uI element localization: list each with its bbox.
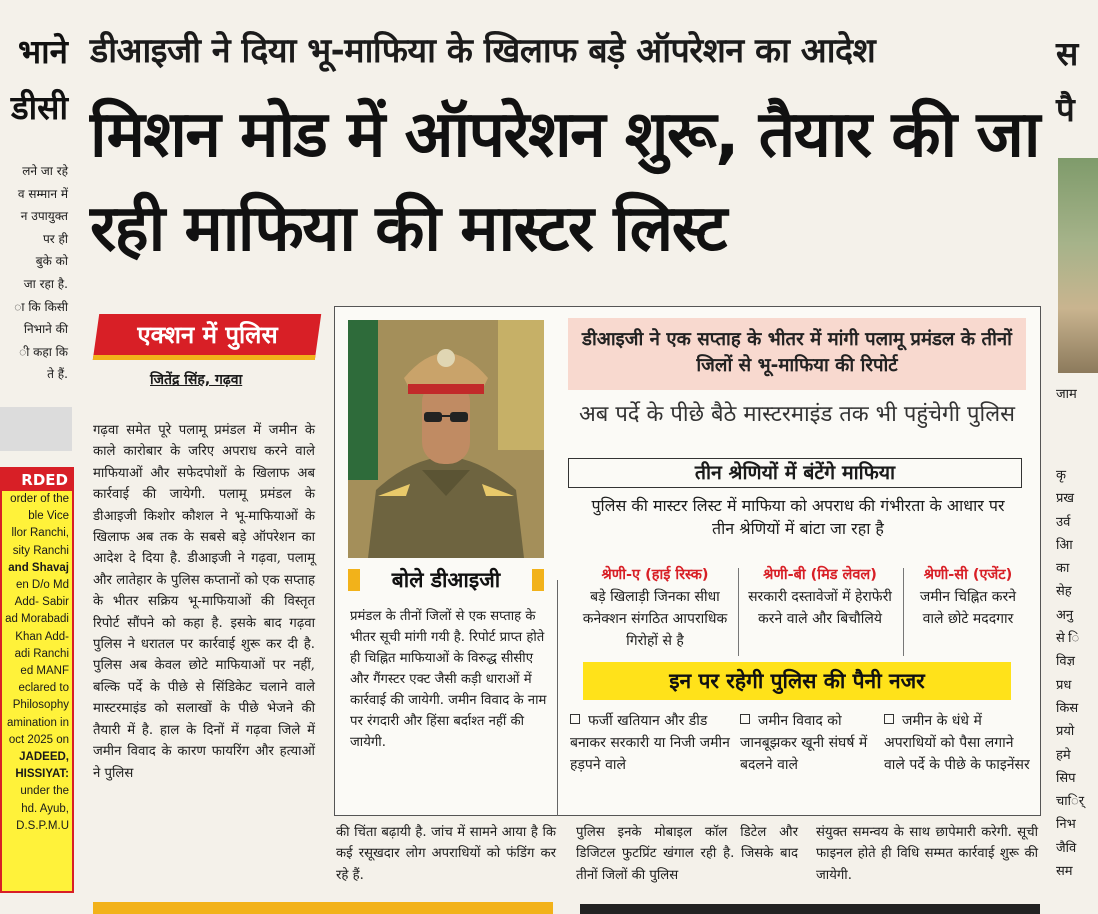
category-divider <box>738 568 739 656</box>
recorded-line: JADEED, <box>19 751 69 764</box>
right-line: जैवि <box>1056 840 1077 856</box>
recorded-line: under the <box>20 785 69 798</box>
right-headline-fragment-2: पै <box>1056 90 1075 129</box>
left-line: लने जा रहे <box>22 164 68 178</box>
category-c-desc: जमीन चिह्नित करने वाले छोटे मददगार <box>919 589 1017 627</box>
category-a-name: श्रेणी-ए (हाई रिस्क) <box>601 567 709 583</box>
category-divider <box>903 568 904 656</box>
left-headline-fragment-2: डीसी <box>10 88 68 127</box>
recorded-line: ad Morabadi <box>5 613 69 626</box>
right-caption-fragment: जाम <box>1056 387 1077 402</box>
bottom-headline-fragment <box>580 904 1040 914</box>
recorded-line: Khan Add- <box>15 630 69 643</box>
right-line: प्रध <box>1056 677 1072 693</box>
recorded-line: en D/o Md <box>15 579 69 592</box>
recorded-line: Philosophy <box>12 699 69 712</box>
right-line: विज्ञ <box>1056 654 1075 670</box>
recorded-line: sity Ranchi <box>12 544 69 557</box>
box-headline: डीआइजी ने एक सप्ताह के भीतर में मांगी पलामू प्रमंडल के तीनों जिलों से भू-माफिया की रिपोर्ट <box>568 318 1026 390</box>
right-line: प्रयो <box>1056 724 1075 740</box>
recorded-line: ed MANF <box>20 665 69 678</box>
category-b-name: श्रेणी-बी (मिड लेवल) <box>763 567 877 583</box>
right-line: आि <box>1056 537 1073 553</box>
category-c <box>908 564 1028 630</box>
categories-title: तीन श्रेणियों में बंटेंगे माफिया <box>568 458 1022 488</box>
right-photo-fragment <box>1058 158 1098 373</box>
category-b-desc: सरकारी दस्तावेजों में हेराफेरी करने वाले और बिचौलिये <box>748 589 892 627</box>
recorded-line: amination in <box>6 716 69 729</box>
recorded-line: adi Ranchi <box>14 647 69 660</box>
right-neighbor-article <box>1050 0 1085 914</box>
right-line: से ि <box>1056 631 1080 647</box>
watch-title: इन पर रहेगी पुलिस की पैनी नजर <box>583 662 1011 700</box>
category-b <box>744 564 896 630</box>
right-line: सम <box>1056 864 1073 880</box>
dig-quote: प्रमंडल के तीनों जिलों से एक सप्ताह के भीतर सूची मांगी गयी है. रिपोर्ट प्राप्त होते ही चिह्नित माफियाओं के विरुद्ध सीसीए और गैंगस्टर एक्ट जैसी कड़ी धाराओं में कार्रवाई की जायेगी. जमीन विवाद के नाम पर रंगदारी और हिंसा बर्दाश्त नहीं की जायेगी. <box>350 609 547 750</box>
recorded-body <box>2 491 72 835</box>
category-c-name: श्रेणी-सी (एजेंट) <box>923 567 1013 583</box>
dig-label-bar <box>348 562 544 598</box>
recorded-line: order of the <box>10 493 69 505</box>
checkbox-icon <box>570 714 580 724</box>
dig-photo <box>348 320 544 558</box>
right-line: कृ <box>1056 468 1066 483</box>
recorded-line: llor Ranchi, <box>11 527 69 540</box>
right-line: हमे <box>1056 747 1071 763</box>
category-a <box>580 564 730 652</box>
watch-item-3 <box>884 710 1032 776</box>
right-line: उर्व <box>1056 514 1071 530</box>
article-kicker: डीआइजी ने दिया भू-माफिया के खिलाफ बड़े ऑपरेशन का आदेश <box>90 31 876 71</box>
left-headline-fragment-1: भाने <box>17 32 68 71</box>
right-text-fragments <box>1056 464 1084 883</box>
right-line: निभ <box>1056 817 1076 833</box>
body-continuation-3: संयुक्त समन्वय के साथ छापेमारी करेगी. सूची फाइनल होते ही विधि सम्मत कार्रवाई शुरू की जायेगी. <box>816 825 1038 883</box>
watch-item-2 <box>740 710 870 776</box>
recorded-line: HISSIYAT: <box>15 768 69 781</box>
body-continuation-2: पुलिस इनके मोबाइल कॉल डिटेल और डिजिटल फुटप्रिंट खंगाल रही है. जिसके बाद तीनों जिलों की पुलिस <box>576 825 798 883</box>
checkbox-icon <box>740 714 750 724</box>
byline: जितेंद्र सिंह, गढ़वा <box>150 372 243 388</box>
bottom-accent-rule <box>93 902 553 914</box>
left-line: निभाने की <box>23 322 68 337</box>
recorded-line: eclared to <box>18 682 69 695</box>
gray-divider-band <box>0 407 72 451</box>
categories-description: पुलिस की मास्टर लिस्ट में माफिया को अपराध की गंभीरता के आधार पर तीन श्रेणियों में बांटा जा रहा है <box>591 496 1005 538</box>
left-line: पर ही <box>42 231 68 246</box>
recorded-line: D.S.P.M.U <box>16 819 69 832</box>
right-line: प्रख <box>1056 491 1075 507</box>
box-divider <box>557 580 558 816</box>
box-subheadline: अब पर्दे के पीछे बैठे मास्टरमाइंड तक भी पहुंचेगी पुलिस <box>578 402 1016 427</box>
recorded-line: ble Vice <box>28 510 69 523</box>
watch-item-2-text: जमीन विवाद को जानबूझकर खूनी संघर्ष में बदलने वाले <box>740 713 868 773</box>
left-line: ते हैं. <box>47 367 68 382</box>
dig-label: बोले डीआइजी <box>391 568 501 592</box>
left-text-fragments <box>0 160 68 386</box>
right-line: चार्ि <box>1056 794 1085 810</box>
recorded-title: RDED <box>2 469 72 491</box>
section-tag-label: एक्शन में पुलिस <box>137 321 278 349</box>
left-line: ा कि किसी <box>14 299 68 314</box>
left-line: बुके को <box>35 254 68 269</box>
recorded-line: hd. Ayub, <box>21 802 69 815</box>
left-line: ी कहा कि <box>19 344 68 359</box>
article-headline: मिशन मोड में ऑपरेशन शुरू, तैयार की जा रही माफिया की मास्टर लिस्ट <box>90 98 1039 266</box>
label-accent-right <box>532 569 544 591</box>
left-line: न उपायुक्त <box>20 209 68 224</box>
right-headline-fragment-1: स <box>1056 34 1079 73</box>
left-line: व सम्मान में <box>17 186 68 201</box>
left-line: जा रहा है. <box>23 276 68 291</box>
right-line: का <box>1056 561 1070 577</box>
checkbox-icon <box>884 714 894 724</box>
article-body: गढ़वा समेत पूरे पलामू प्रमंडल में जमीन के काले कारोबार के जरिए अपराध करने वाले माफियाओं और सफेदपोशों के खिलाफ अब कार्रवाई की जायेगी. पलामू प्रमंडल के डीआइजी किशोर कौशल ने भू-माफियाओं के खिलाफ अब तक के सबसे बड़े ऑपरेशन का आदेश दे दिया है. डीआइजी ने गढ़वा, पलामू और लातेहार के पुलिस कप्तानों को एक सप्ताह के भीतर सक्रिय भू-माफियाओं की विस्तृत रिपोर्ट सौंपने को कहा है. इसके बाद गढ़वा पुलिस ने धरातल पर कार्रवाई शुरू कर दी है. पुलिस अब केवल छोटे माफियाओं पर नहीं, बल्कि पर्दे के पीछे से सिंडिकेट चलाने वाले मास्टरमाइंड को सलाखों के पीछे भेजने की तैयारी में है. हाल के दिनों में गढ़वा जिले में जमीन विवाद के कारण फायरिंग और हत्याओं ने पुलिस <box>93 423 315 781</box>
category-a-desc: बड़े खिलाड़ी जिनका सीधा कनेक्शन संगठित आपराधिक गिरोहों से है <box>582 589 728 649</box>
right-line: सेह <box>1056 584 1072 600</box>
recorded-notice-box <box>0 467 74 893</box>
right-line: किस <box>1056 700 1079 716</box>
officer-portrait-icon <box>348 320 544 558</box>
right-line: सिप <box>1056 770 1076 786</box>
right-line: अनु <box>1056 607 1074 623</box>
watch-item-1 <box>570 710 730 776</box>
recorded-line: oct 2025 on <box>8 733 69 746</box>
label-accent-left <box>348 569 360 591</box>
recorded-line: Add- Sabir <box>14 596 69 609</box>
body-continuation-1: की चिंता बढ़ायी है. जांच में सामने आया है कि कई रसूखदार लोग अपराधियों को फंडिंग कर रहे हैं. <box>336 825 556 883</box>
section-tag <box>93 314 321 360</box>
recorded-line: and Shavaj <box>8 561 69 574</box>
watch-item-1-text: फर्जी खतियान और डीड बनाकर सरकारी या निजी जमीन हड़पने वाले <box>570 713 730 773</box>
watch-item-3-text: जमीन के धंधे में अपराधियों को पैसा लगाने वाले पर्दे के पीछे के फाइनेंसर <box>884 713 1030 773</box>
